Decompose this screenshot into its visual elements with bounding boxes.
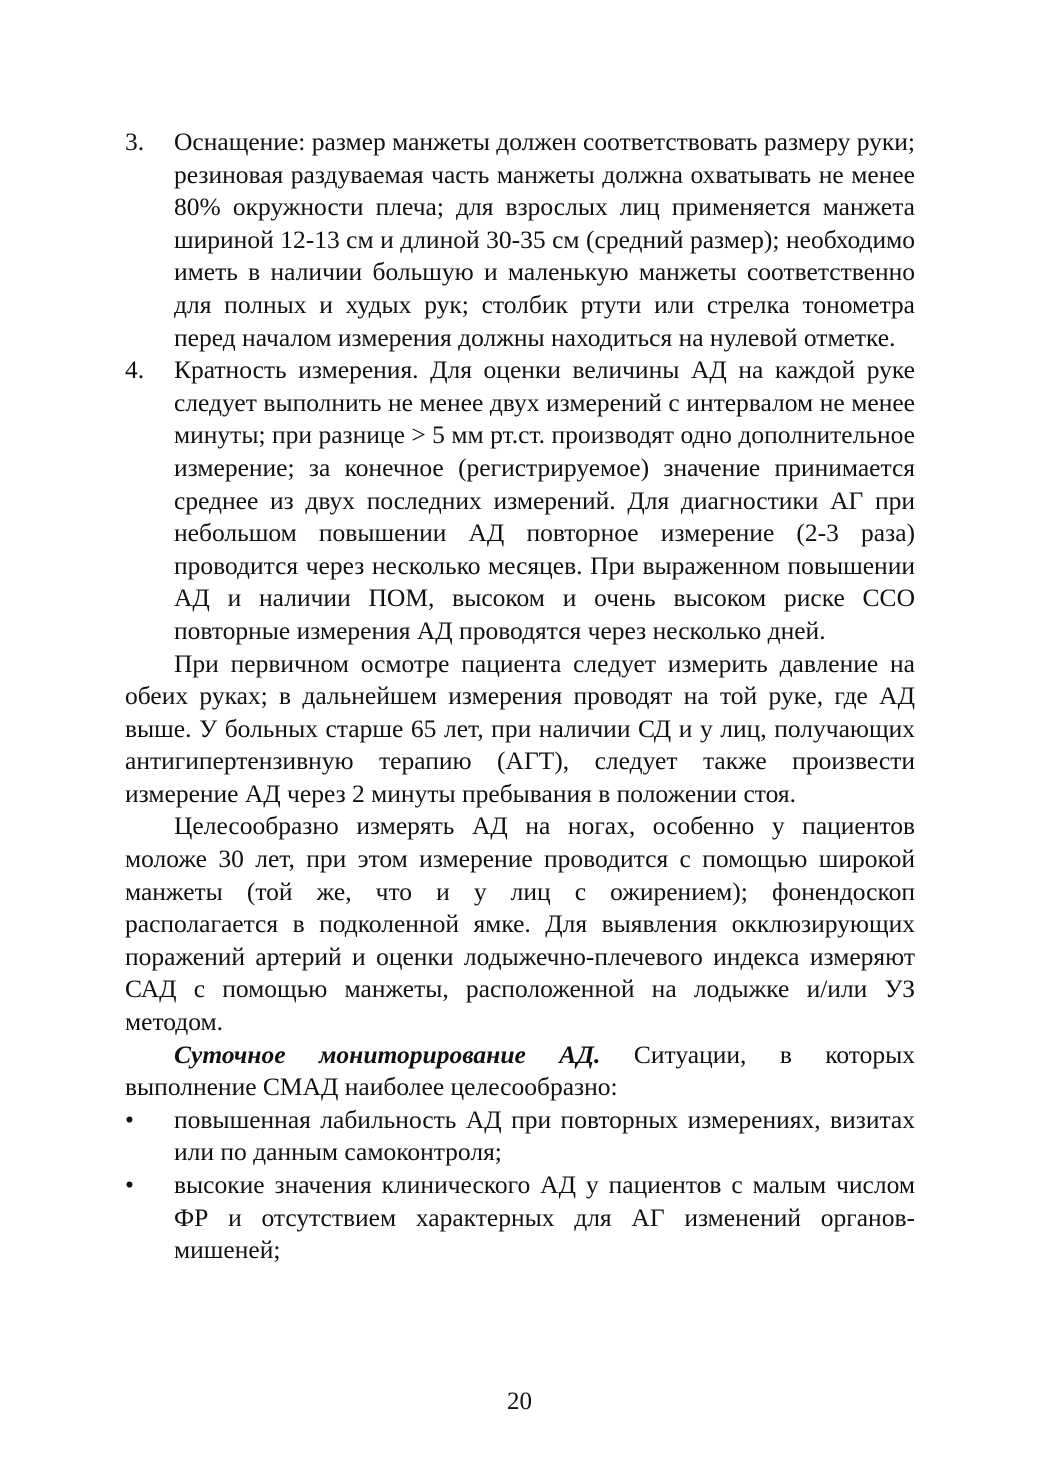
page-body [125,126,915,1267]
paragraph-text: Ситуации, в которых выполнение СМАД наиболее целесообразно: [125,1039,915,1102]
bullet-item [125,1104,915,1169]
bullet-text: повышенная лабильность АД при повторных измерениях, визитах или по данным самоконтроля; [174,1104,915,1167]
section-heading: Суточное мониторирование АД. [174,1039,601,1069]
list-item [125,354,915,647]
paragraph: Целесообразно измерять АД на ногах, особенно у пациентов моложе 30 лет, при этом измерение проводится с помощью широкой манжеты (той же, что и у лиц с ожирением); фонендоскоп располагается в подколенной ямке. Для выявления окклюзирующих поражений артерий и оценки лодыжечно-плечевого индекса измеряют САД с помощью манжеты, расположенной на лодыжке и/или УЗ методом. [125,811,915,1037]
list-item-text: Кратность измерения. Для оценки величины АД на каждой руке следует выполнить не менее двух измерений с интервалом не менее минуты; при разнице > 5 мм рт.ст. производят одно дополнительное измерение; за конечное (регистрируемое) значение принимается среднее из двух последних измерений. Для диагностики АГ при небольшом повышении АД повторное измерение (2-3 раза) проводится через несколько месяцев. При выраженном повышении АД и наличии ПОМ, высоком и очень высоком риске ССО повторные измерения АД проводятся через несколько дней. [174,355,915,645]
list-number: 4. [125,355,145,385]
page-number: 20 [507,1388,532,1415]
paragraph: При первичном осмотре пациента следует измерить давление на обеих руках; в дальнейшем измерения проводят на той руке, где АД выше. У больных старше 65 лет, при наличии СД и у лиц, получающих антигипертензивную терапию (АГТ), следует также произвести измерение АД через 2 минуты пребывания в положении стоя. [125,648,915,808]
bullet-item [125,1169,915,1267]
list-item [125,126,915,354]
list-item-text: Оснащение: размер манжеты должен соответствовать размеру руки; резиновая раздуваемая часть манжеты должна охватывать не менее 80% окружности плеча; для взрослых лиц применяется манжета шириной 12-13 см и длиной 30-35 см (средний размер); необходимо иметь в наличии большую и маленькую манжеты соответственно для полных и худых рук; столбик ртути или стрелка тонометра перед началом измерения должны находиться на нулевой отметке. [174,127,915,352]
paragraph [125,1039,915,1104]
bullet-marker: • [125,1170,134,1199]
bullet-text: высокие значения клинического АД у пациентов с малым числом ФР и отсутствием характерных для АГ изменений органов-мишеней; [174,1170,915,1265]
bullet-marker: • [125,1104,134,1134]
list-number: 3. [125,127,145,156]
